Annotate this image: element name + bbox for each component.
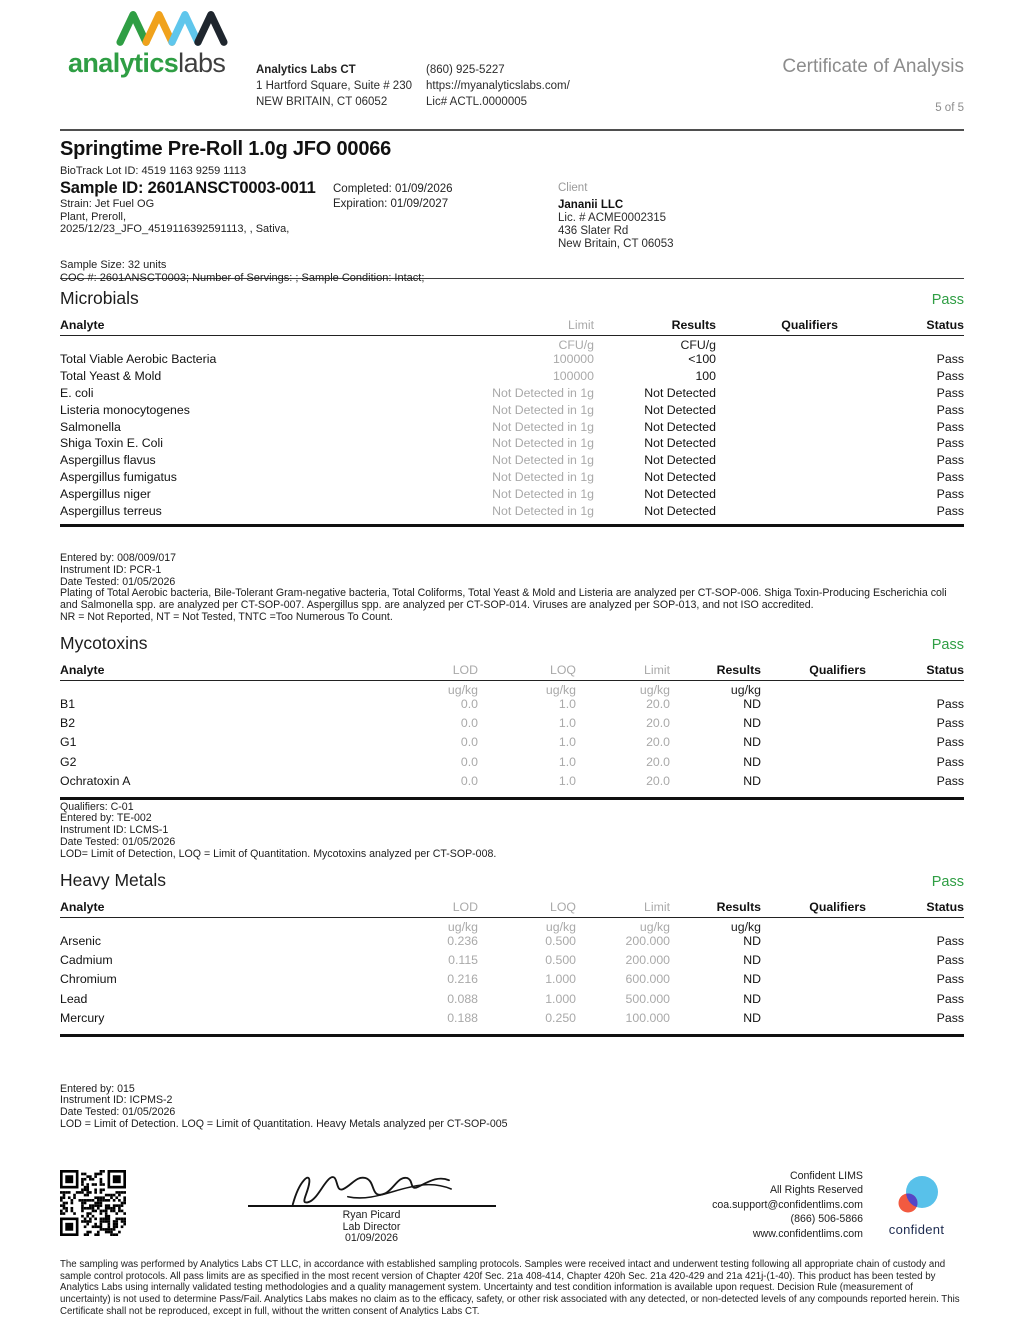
col-loq: LOQ [550,899,576,914]
limit-cell: 200.000 [625,953,670,968]
sample-size: Sample Size: 32 units [60,259,167,271]
analyte-cell: Aspergillus terreus [60,504,162,519]
analyte-cell: Total Viable Aerobic Bacteria [60,352,217,366]
col-limit: Limit [644,662,670,677]
col-analyte: Analyte [60,318,105,332]
results-cell: Not Detected [644,453,716,468]
results-cell: Not Detected [644,402,716,417]
results-unit: ug/kg [730,682,761,697]
results-unit: ug/kg [730,919,761,934]
table-row [60,386,964,403]
lab-logo [68,0,258,77]
microbials-table-header [60,318,964,336]
signature-block [136,1167,607,1245]
analyte-cell: Arsenic [60,933,102,948]
col-status: Status [926,899,964,914]
results-cell: Not Detected [644,487,716,502]
limit-cell: Not Detected in 1g [492,385,594,400]
loq-cell: 1.0 [558,696,576,711]
status-cell: Pass [936,991,964,1006]
strain: Strain: Jet Fuel OG [60,198,155,210]
heavy-metals-pass-badge: Pass [931,873,964,890]
loq-cell: 0.250 [545,1011,576,1026]
client-address1: 436 Slater Rd [558,225,629,237]
status-cell: Pass [936,470,964,485]
analyte-cell: Lead [60,991,88,1006]
col-lod: LOD [452,899,478,914]
analyte-cell: Aspergillus niger [60,487,151,502]
client-label: Client [558,182,588,194]
table-row [60,436,964,453]
table-row [60,369,964,386]
status-cell: Pass [936,385,964,400]
note-line: Date Tested: 01/05/2026 [60,575,176,588]
status-cell: Pass [936,754,964,769]
lod-cell: 0.0 [460,696,478,711]
status-cell: Pass [936,352,964,366]
limit-cell: 100000 [552,352,594,366]
analyte-cell: Shiga Toxin E. Coli [60,436,163,451]
status-cell: Pass [936,716,964,731]
status-cell: Pass [936,696,964,711]
expiration-date: Expiration: 01/09/2027 [333,198,449,210]
confident-wordmark: confident [888,1221,945,1237]
client-block [558,182,673,251]
results-cell: Not Detected [644,385,716,400]
results-cell: Not Detected [644,419,716,434]
results-cell: ND [743,1011,761,1026]
analyte-cell: Listeria monocytogenes [60,402,190,417]
analyte-cell: G2 [60,754,77,769]
note-line: Date Tested: 01/05/2026 [60,1106,176,1119]
microbials-title: Microbials [60,288,139,308]
limit-cell: 100.000 [625,1011,670,1026]
results-cell: ND [743,933,761,948]
status-cell: Pass [936,436,964,451]
mycotoxins-table-header [60,663,964,681]
lod-cell: 0.216 [447,972,478,987]
note-line: Instrument ID: PCR-1 [60,563,162,576]
results-cell: ND [743,972,761,987]
sample-meta-left [60,179,333,236]
mountain-zigzag-icon [112,0,232,52]
table-row [60,934,964,953]
client-address2: New Britain, CT 06053 [558,238,674,250]
sample-dates-block [333,182,453,212]
loq-cell: 0.500 [545,933,576,948]
completed-date: Completed: 01/09/2026 [333,183,453,195]
limit-cell: 200.000 [625,933,670,948]
note-line: LOD = Limit of Detection. LOQ = Limit of Quantitation. Heavy Metals analyzed per CT-SOP-005 [60,1117,508,1130]
table-row [60,992,964,1011]
col-analyte: Analyte [60,662,105,677]
loq-cell: 1.0 [558,716,576,731]
limit-cell: 20.0 [646,754,670,769]
analyte-cell: Total Yeast & Mold [60,368,162,383]
mycotoxins-table-body [60,681,964,800]
document-title: Certificate of Analysis [782,56,964,77]
table-row [60,352,964,369]
col-qualifiers: Qualifiers [809,899,866,914]
status-cell: Pass [936,933,964,948]
heavy-metals-table-body [60,918,964,1037]
legal-disclaimer: The sampling was performed by Analytics Labs CT LLC, in accordance with established sampling protocols. Samples were received intact and underwent testing following all appropriate chain of custody and sample control protocols. All pass limits are as specified in the most recent version of Chapter 420f Sec. 21a 408-414, Chapter 420h Sec. 21a 420-429 and 21a 421j-(1-40). This product has been tested by Analytics Labs using internally validated testing methodologies and a quality management system. Uncertainty and test condition information is available upon request. Decision Rule (measurement of uncertainty) is not used to determine Pass/Fail. Analytics Labs makes no claim as to the efficacy, safety, or other risk associated with any detected, or non-detected levels of any compounds reported herein. This Certificate shall not be reproduced, except in full, without the written consent of Analytics Labs CT. [60,1259,960,1317]
coc-line: COC #: 2601ANSCT0003; Number of Servings: ; Sample Condition: Intact; [60,271,425,284]
microbials-notes [60,553,964,624]
limit-cell: Not Detected in 1g [492,470,594,485]
loq-cell: 1.0 [558,735,576,750]
note-line: Qualifiers: C-01 [60,800,134,813]
table-row [60,697,964,716]
signer-date: 01/09/2026 [344,1232,398,1245]
analyte-cell: E. coli [60,385,94,400]
limit-unit: CFU/g [558,338,594,352]
note-line: Entered by: 015 [60,1082,135,1095]
results-unit: CFU/g [680,338,716,352]
note-line: NR = Not Reported, NT = Not Tested, TNTC =Too Numerous To Count. [60,610,393,623]
lod-cell: 0.0 [460,735,478,750]
results-cell: ND [743,754,761,769]
results-cell: 100 [695,368,716,383]
client-name: Jananii LLC [558,199,624,211]
table-row [60,716,964,735]
table-row [60,953,964,972]
page-header [60,0,964,131]
analyte-cell: Aspergillus flavus [60,453,156,468]
analyte-cell: Aspergillus fumigatus [60,470,177,485]
certificate-page [60,0,964,1317]
limit-cell: Not Detected in 1g [492,487,594,502]
results-cell: ND [743,716,761,731]
limit-cell: Not Detected in 1g [492,402,594,417]
col-limit: Limit [644,899,670,914]
results-cell: <100 [688,352,716,366]
status-cell: Pass [936,419,964,434]
results-cell: ND [743,953,761,968]
limit-unit: ug/kg [639,682,670,697]
heavy-metals-table-header [60,900,964,918]
table-row [60,470,964,487]
lab-license: Lic# ACTL.0000005 [426,96,528,108]
col-limit: Limit [568,318,594,332]
col-results: Results [716,899,761,914]
lod-cell: 0.0 [460,716,478,731]
limit-cell: 100000 [552,368,594,383]
lims-email: coa.support@confidentlims.com [712,1198,863,1211]
table-row [60,1011,964,1030]
table-row [60,774,964,793]
units-row [60,918,964,934]
lod-cell: 0.115 [448,953,478,968]
analyte-cell: Cadmium [60,953,113,968]
lab-address-line2: NEW BRITAIN, CT 06052 [256,96,388,108]
analyte-cell: Ochratoxin A [60,774,131,789]
document-title-block [782,56,964,114]
status-cell: Pass [936,1011,964,1026]
lab-contact-block [426,62,570,110]
status-cell: Pass [936,953,964,968]
status-cell: Pass [936,368,964,383]
product-title: Springtime Pre-Roll 1.0g JFO 00066 [60,138,392,160]
sample-id: Sample ID: 2601ANSCT0003-0011 [60,179,316,197]
lod-cell: 0.0 [460,774,478,789]
table-row [60,972,964,991]
lod-cell: 0.088 [447,991,478,1006]
limit-unit: ug/kg [639,919,670,934]
lod-unit: ug/kg [447,682,478,697]
brand-secondary: labs [178,48,226,78]
page-number: 5 of 5 [935,102,964,114]
note-line: Entered by: 008/009/017 [60,551,177,564]
units-row [60,681,964,697]
table-row [60,735,964,754]
results-cell: ND [743,735,761,750]
mycotoxins-pass-badge: Pass [931,636,964,653]
col-results: Results [716,662,761,677]
lab-phone: (860) 925-5227 [426,64,505,76]
sample-info-section [60,131,964,284]
table-row [60,420,964,437]
lab-website: https://myanalyticslabs.com/ [426,80,570,92]
loq-cell: 1.0 [558,754,576,769]
col-lod: LOD [452,662,478,677]
table-row [60,403,964,420]
signer-role: Lab Director [342,1220,401,1233]
qr-code-image [60,1170,126,1236]
limit-cell: Not Detected in 1g [492,436,594,451]
table-row [60,487,964,504]
lims-phone: (866) 506-5866 [790,1213,863,1226]
results-cell: Not Detected [644,504,716,519]
lims-website: www.confidentlims.com [752,1227,863,1240]
lab-name: Analytics Labs CT [256,64,356,76]
heavy-metals-notes [60,1084,964,1131]
loq-cell: 1.0 [558,774,576,789]
limit-cell: 20.0 [646,716,670,731]
col-status: Status [926,318,964,332]
lab-address-block [256,62,412,110]
col-loq: LOQ [550,662,576,677]
limit-cell: 20.0 [646,696,670,711]
loq-cell: 0.500 [545,953,576,968]
lot-line: 2025/12/23_JFO_4519116392591113, , Sativa, [60,223,290,235]
signature-line [248,1205,496,1207]
analyte-cell: B1 [60,696,76,711]
lod-cell: 0.188 [447,1011,478,1026]
mycotoxins-notes [60,802,964,861]
limit-cell: 20.0 [646,735,670,750]
limit-cell: Not Detected in 1g [492,419,594,434]
note-line: Plating of Total Aerobic bacteria, Bile-Tolerant Gram-negative bacteria, Total Coliforms, Total Yeast & Mold and Listeria are analyzed per CT-SOP-006. Shiga Toxin-Producing Escherichia coli and Salmonella spp. are analyzed per CT-SOP-007. Aspergillus spp. are analyzed per CT-SOP-014. Viruses are analyzed per SOP-013, and not ISO accredited. [60,587,947,612]
analyte-cell: Salmonella [60,419,121,434]
units-row [60,336,964,352]
loq-cell: 1.000 [545,991,576,1006]
table-row [60,755,964,774]
limit-cell: 20.0 [646,774,670,789]
microbials-table-body [60,336,964,527]
status-cell: Pass [936,735,964,750]
limit-cell: Not Detected in 1g [492,453,594,468]
biotrack-lot-id: BioTrack Lot ID: 4519 1163 9259 1113 [60,165,247,177]
signer-name: Ryan Picard [342,1208,401,1221]
status-cell: Pass [936,774,964,789]
qr-code [60,1167,130,1241]
note-line: Instrument ID: ICPMS-2 [60,1094,173,1107]
lod-unit: ug/kg [447,919,478,934]
status-cell: Pass [936,504,964,519]
table-row [60,453,964,470]
results-cell: Not Detected [644,436,716,451]
lims-rights: All Rights Reserved [769,1184,863,1197]
mycotoxins-title: Mycotoxins [60,632,148,653]
heavy-metals-title: Heavy Metals [60,869,167,890]
loq-unit: ug/kg [545,682,576,697]
results-cell: Not Detected [644,470,716,485]
col-results: Results [671,318,716,332]
loq-unit: ug/kg [545,919,576,934]
results-cell: ND [743,774,761,789]
note-line: LOD= Limit of Detection, LOQ = Limit of Quantitation. Mycotoxins analyzed per CT-SOP-008. [60,847,497,860]
lab-address-line1: 1 Hartford Square, Suite # 230 [256,80,412,92]
microbials-header [60,288,964,309]
lod-cell: 0.236 [447,933,478,948]
analyte-cell: Chromium [60,972,117,987]
col-status: Status [926,662,964,677]
lod-cell: 0.0 [460,754,478,769]
note-line: Instrument ID: LCMS-1 [60,824,169,837]
limit-cell: 600.000 [625,972,670,987]
analyte-cell: G1 [60,735,77,750]
heavy-metals-header [60,870,964,891]
limit-cell: Not Detected in 1g [492,504,594,519]
confident-logo [869,1167,964,1237]
analyte-cell: Mercury [60,1011,105,1026]
signature-footer [60,1167,964,1245]
status-cell: Pass [936,972,964,987]
brand-wordmark [68,50,258,77]
status-cell: Pass [936,453,964,468]
table-row [60,504,964,521]
confident-circles-icon [892,1173,942,1221]
note-line: Date Tested: 01/05/2026 [60,836,176,849]
limit-cell: 500.000 [625,991,670,1006]
mycotoxins-header [60,633,964,654]
results-cell: ND [743,991,761,1006]
col-qualifiers: Qualifiers [781,318,838,332]
note-line: Entered by: TE-002 [60,812,152,825]
matrix: Plant, Preroll, [60,210,127,223]
lims-info-block [613,1167,863,1242]
status-cell: Pass [936,402,964,417]
analyte-cell: B2 [60,716,76,731]
lims-name: Confident LIMS [789,1169,863,1182]
results-cell: ND [743,696,761,711]
sample-meta-zone [60,179,964,253]
client-license: Lic. # ACME0002315 [558,212,667,224]
col-analyte: Analyte [60,899,105,914]
microbials-pass-badge: Pass [931,292,964,308]
status-cell: Pass [936,487,964,502]
brand-primary: analytics [68,48,179,78]
col-qualifiers: Qualifiers [809,662,866,677]
loq-cell: 1.000 [545,972,576,987]
